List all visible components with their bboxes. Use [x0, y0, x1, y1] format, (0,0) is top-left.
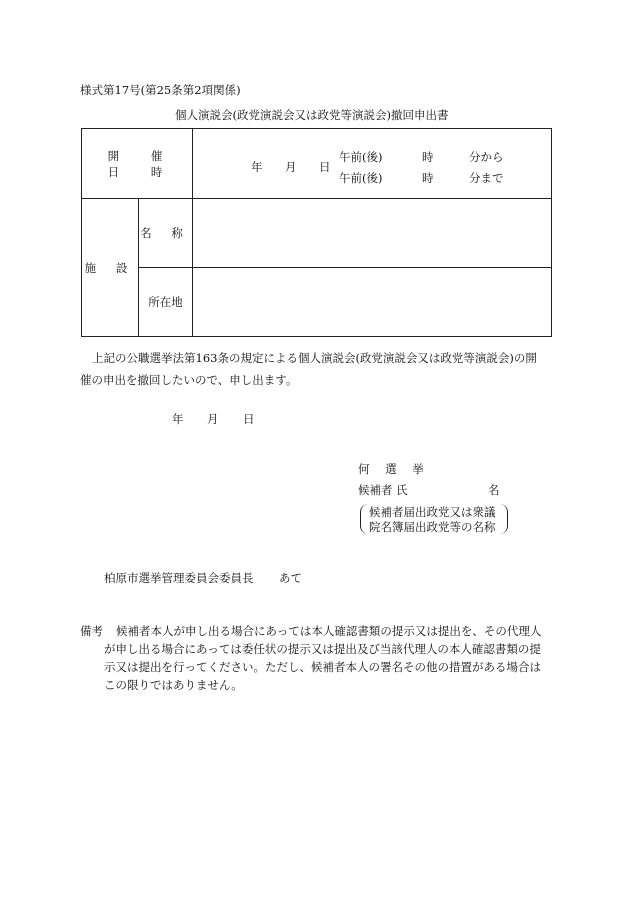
date-month: 月 — [285, 160, 297, 174]
facility-name-label: 名 称 — [139, 199, 193, 268]
start-hour: 時 — [422, 150, 434, 164]
date-day: 日 — [319, 160, 331, 174]
note-line1: 候補者本人が申し出る場合にあっては本人確認書類の提示又は提出を、その代理人 — [116, 624, 542, 638]
form-number: 様式第17号(第25条第2項関係) — [80, 83, 241, 97]
facility-address-field[interactable] — [193, 268, 552, 337]
note-line3: 示又は提出を行ってください。ただし、候補者本人の署名その他の措置がある場合は — [104, 660, 541, 674]
datetime-cell[interactable] — [193, 129, 552, 199]
start-ampm: 午前(後) — [339, 150, 383, 164]
note-label: 備考 — [80, 624, 103, 638]
body-text-line2: 催の申出を撤回したいので、申し出ます。 — [80, 373, 298, 387]
party-line1: 候補者届出政党又は衆議 — [369, 505, 496, 519]
party-name-bracket — [360, 504, 508, 534]
signature-day: 日 — [243, 412, 255, 426]
end-ampm: 午前(後) — [339, 171, 383, 185]
addressee: 柏原市選挙管理委員会委員長 — [104, 571, 254, 585]
end-hour: 時 — [422, 171, 434, 185]
note-line2: が申し出る場合にあっては委任状の提示又は提出及び当該代理人の本人確認書類の提 — [104, 642, 541, 656]
body-text-line1: 上記の公職選挙法第163条の規定による個人演説会(政党演説会又は政党等演説会)の開 — [92, 351, 537, 365]
date-year: 年 — [251, 160, 263, 174]
note-line4: この限りではありません。 — [104, 678, 243, 692]
signature-year: 年 — [172, 412, 184, 426]
facility-address-label: 所在地 — [139, 268, 193, 337]
addressee-suffix: あて — [279, 571, 302, 585]
facility-label: 施 設 — [82, 199, 139, 337]
party-line2: 院名簿届出政党等の名称 — [369, 520, 496, 534]
facility-name-field[interactable] — [193, 199, 552, 268]
signature-month: 月 — [207, 412, 219, 426]
candidate-name-label: 候補者 氏 — [358, 483, 408, 497]
end-minute: 分まで — [469, 171, 504, 185]
page-title: 個人演説会(政党演説会又は政党等演説会)撤回申出書 — [175, 108, 449, 122]
start-minute: 分から — [469, 150, 504, 164]
candidate-name-suffix: 名 — [488, 483, 500, 497]
datetime-label: 開 催 日 時 — [82, 129, 193, 199]
application-table — [81, 128, 552, 337]
election-label: 何 選 挙 — [358, 462, 430, 476]
